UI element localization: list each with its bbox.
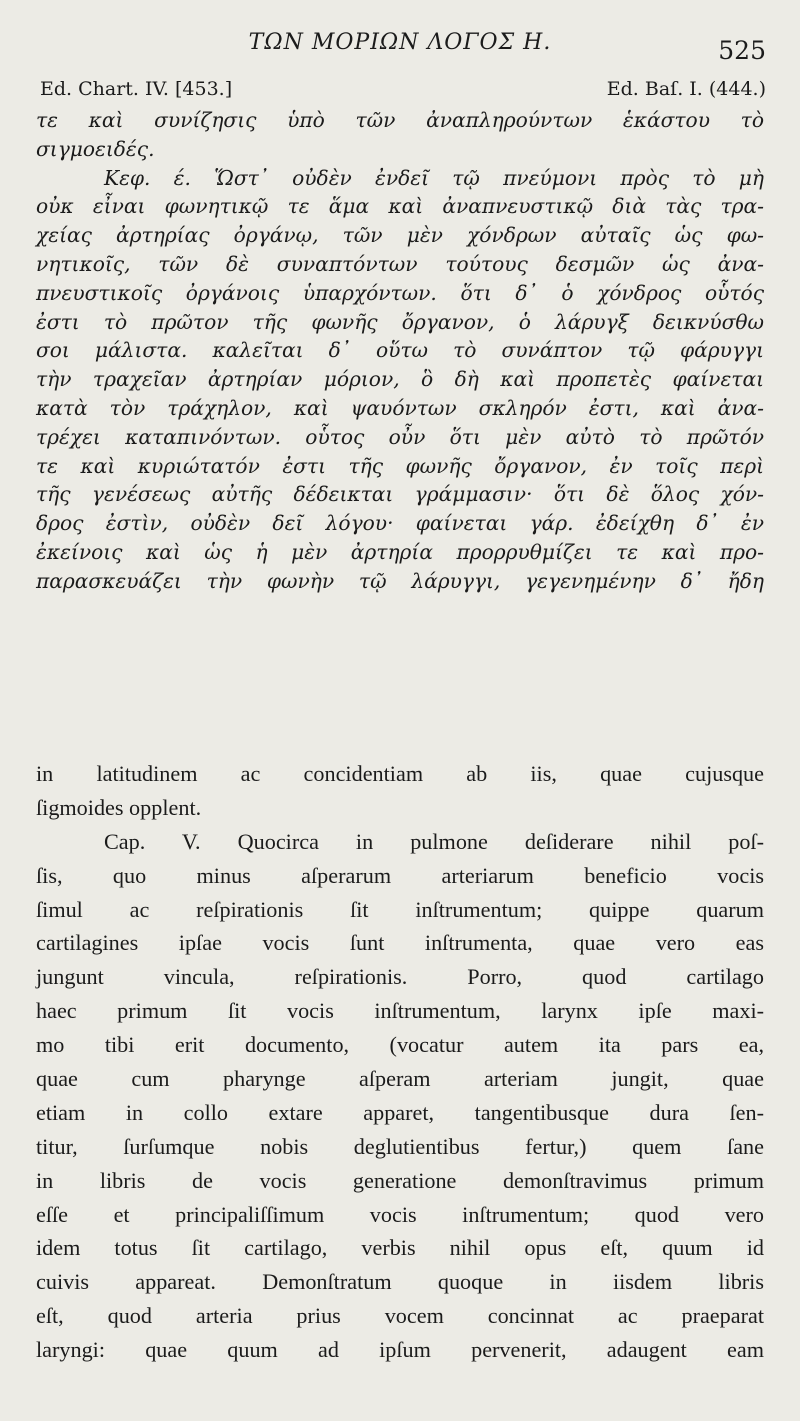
latin-line: cartilagines ipſae vocis ſunt inſtrumenta, quae vero eas (36, 930, 764, 956)
greek-line: ἐστι τὸ πρῶτον τῆς φωνῆς ὄργανον, ὁ λάρυγξ δεικνύσθω (36, 309, 764, 334)
greek-line: τῆς γενέσεως αὐτῆς δέδεικται γράμμασιν· ὅτι δὲ ὅλος χόν- (36, 482, 764, 507)
greek-line: τὴν τραχεῖαν ἀρτηρίαν μόριον, ὃ δὴ καὶ προπετὲς φαίνεται (36, 367, 764, 392)
greek-line: ἐκείνοις καὶ ὡς ἡ μὲν ἀρτηρία προρρυθμίζει τε καὶ προ- (36, 539, 764, 564)
latin-line: ſigmoides opplent. (36, 794, 202, 820)
greek-line: σιγμοειδές. (36, 136, 155, 161)
latin-line: cuivis appareat. Demonſtratum quoque in iisdem libris (36, 1269, 764, 1295)
latin-line: eſſe et principaliſſimum vocis inſtrumentum; quod vero (36, 1201, 764, 1227)
latin-text-block (36, 757, 764, 1367)
latin-line: eſt, quod arteria prius vocem concinnat ac praeparat (36, 1303, 764, 1329)
latin-line: quae cum pharynge aſperam arteriam jungit, quae (36, 1066, 764, 1092)
greek-line: δρος ἐστὶν, οὐδὲν δεῖ λόγου· φαίνεται γάρ. ἐδείχθη δ᾽ ἐν (36, 511, 764, 536)
greek-line: κατὰ τὸν τράχηλον, καὶ ψαυόντων σκληρόν ἐστι, καὶ ἀνα- (36, 395, 764, 420)
page-number: 525 (718, 36, 766, 65)
latin-line: ſimul ac reſpirationis ſit inſtrumentum; quippe quarum (36, 896, 764, 922)
greek-text-block (36, 106, 764, 596)
greek-line: Κεφ. έ. Ὥστ᾽ οὐδὲν ἐνδεῖ τῷ πνεύμονι πρὸς τὸ μὴ (104, 165, 764, 190)
greek-line: πνευστικοῖς ὀργάνοις ὑπαρχόντων. ὅτι δ᾽ ὁ χόνδρος οὗτός (36, 280, 764, 305)
greek-line: χείας ἀρτηρίας ὀργάνῳ, τῶν μὲν χόνδρων αὐταῖς ὡς φω- (36, 223, 764, 248)
latin-line: in libris de vocis generatione demonſtravimus primum (36, 1167, 764, 1193)
latin-line: haec primum ſit vocis inſtrumentum, larynx ipſe maxi- (36, 998, 764, 1024)
greek-line: σοι μάλιστα. καλεῖται δ᾽ οὕτω τὸ συνάπτον τῷ φάρυγγι (36, 338, 764, 363)
greek-line: οὐκ εἶναι φωνητικῷ τε ἅμα καὶ ἀναπνευστικῷ διὰ τὰς τρα- (36, 194, 764, 219)
greek-line: νητικοῖς, τῶν δὲ συναπτόντων τούτους δεσμῶν ὡς ἀνα- (36, 251, 764, 276)
running-title: ΤΩΝ ΜΟΡΙΩΝ ΛΟΓΟΣ Η. (248, 30, 552, 55)
latin-line: idem totus ſit cartilago, verbis nihil opus eſt, quum id (36, 1235, 764, 1261)
latin-line: etiam in collo extare apparet, tangentibusque dura ſen- (36, 1099, 764, 1125)
latin-line: Cap. V. Quocirca in pulmone deſiderare nihil poſ- (104, 828, 764, 854)
latin-line: jungunt vincula, reſpirationis. Porro, quod cartilago (36, 964, 764, 990)
edition-reference-right: Ed. Baſ. I. (444.) (606, 78, 766, 100)
latin-line: mo tibi erit documento, (vocatur autem ita pars ea, (36, 1032, 764, 1058)
latin-line: titur, ſurſumque nobis deglutientibus fertur,) quem ſane (36, 1133, 764, 1159)
latin-line: laryngi: quae quum ad ipſum pervenerit, adaugent eam (36, 1337, 764, 1363)
edition-reference-left: Ed. Chart. IV. [453.] (40, 78, 233, 100)
greek-line: τε καὶ κυριώτατόν ἐστι τῆς φωνῆς ὄργανον, ἐν τοῖς περὶ (36, 453, 764, 478)
latin-line: ſis, quo minus aſperarum arteriarum beneficio vocis (36, 862, 764, 888)
greek-line: τε καὶ συνίζησις ὑπὸ τῶν ἀναπληρούντων ἑκάστου τὸ (36, 108, 764, 132)
latin-line: in latitudinem ac concidentiam ab iis, quae cujusque (36, 761, 764, 786)
greek-line: τρέχει καταπινόντων. οὗτος οὖν ὅτι μὲν αὐτὸ τὸ πρῶτόν (36, 424, 764, 449)
greek-line: παρασκευάζει τὴν φωνὴν τῷ λάρυγγι, γεγενημένην δ᾽ ἤδη (36, 568, 764, 593)
